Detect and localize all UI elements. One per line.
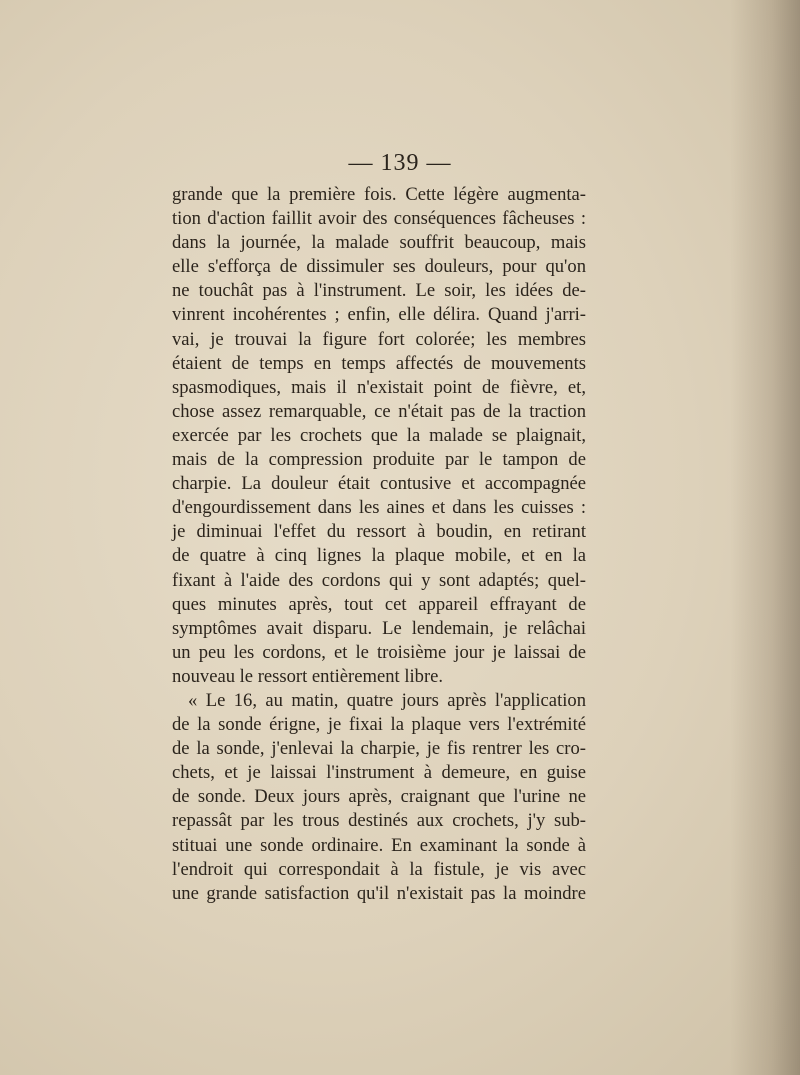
text-line: de quatre à cinq lignes la plaque mobile, et en la	[172, 545, 586, 567]
text-line: d'engourdissement dans les aines et dans les cuisses :	[172, 497, 586, 519]
text-line: vai, je trouvai la figure fort colorée; les membres	[172, 328, 586, 350]
text-line: tion d'action faillit avoir des conséquences fâcheuses :	[172, 208, 586, 230]
text-line: ques minutes après, tout cet appareil effrayant de	[172, 593, 586, 615]
text-line: je diminuai l'effet du ressort à boudin, en retirant	[172, 521, 586, 543]
text-line: grande que la première fois. Cette légère augmenta-	[172, 184, 586, 205]
text-line: vinrent incohérentes ; enfin, elle délira. Quand j'arri-	[172, 304, 586, 326]
text-line: de la sonde érigne, je fixai la plaque vers l'extrémité	[172, 714, 586, 736]
text-line: l'endroit qui correspondait à la fistule, je vis avec	[172, 858, 586, 880]
text-line: symptômes avait disparu. Le lendemain, je relâchai	[172, 617, 586, 639]
text-line: étaient de temps en temps affectés de mouvements	[172, 352, 586, 374]
text-line: nouveau le ressort entièrement libre.	[172, 665, 444, 687]
text-line: exercée par les crochets que la malade se plaignait,	[172, 424, 586, 446]
text-line: ne touchât pas à l'instrument. Le soir, les idées de-	[172, 280, 586, 302]
text-line: charpie. La douleur était contusive et accompagnée	[172, 473, 586, 495]
page-number: — 139 —	[348, 150, 452, 176]
text-line: « Le 16, au matin, quatre jours après l'application	[188, 689, 586, 711]
text-line: chets, et je laissai l'instrument à demeure, en guise	[172, 762, 586, 784]
text-line: de sonde. Deux jours après, craignant que l'urine ne	[172, 786, 586, 808]
text-line: un peu les cordons, et le troisième jour je laissai de	[172, 641, 586, 663]
text-line: stituai une sonde ordinaire. En examinant la sonde à	[172, 834, 586, 856]
text-line: dans la journée, la malade souffrit beaucoup, mais	[172, 232, 586, 254]
text-line: elle s'efforça de dissimuler ses douleurs, pour qu'on	[172, 256, 586, 278]
text-line: spasmodiques, mais il n'existait point de fièvre, et,	[172, 376, 586, 398]
text-line: une grande satisfaction qu'il n'existait pas la moindre	[172, 882, 586, 904]
text-line: chose assez remarquable, ce n'était pas de la traction	[172, 400, 586, 422]
text-line: fixant à l'aide des cordons qui y sont adaptés; quel-	[172, 569, 586, 591]
text-line: de la sonde, j'enlevai la charpie, je fis rentrer les cro-	[172, 738, 586, 760]
text-line: repassât par les trous destinés aux crochets, j'y sub-	[172, 810, 586, 832]
text-line: mais de la compression produite par le tampon de	[172, 449, 586, 471]
body-text	[172, 183, 586, 906]
